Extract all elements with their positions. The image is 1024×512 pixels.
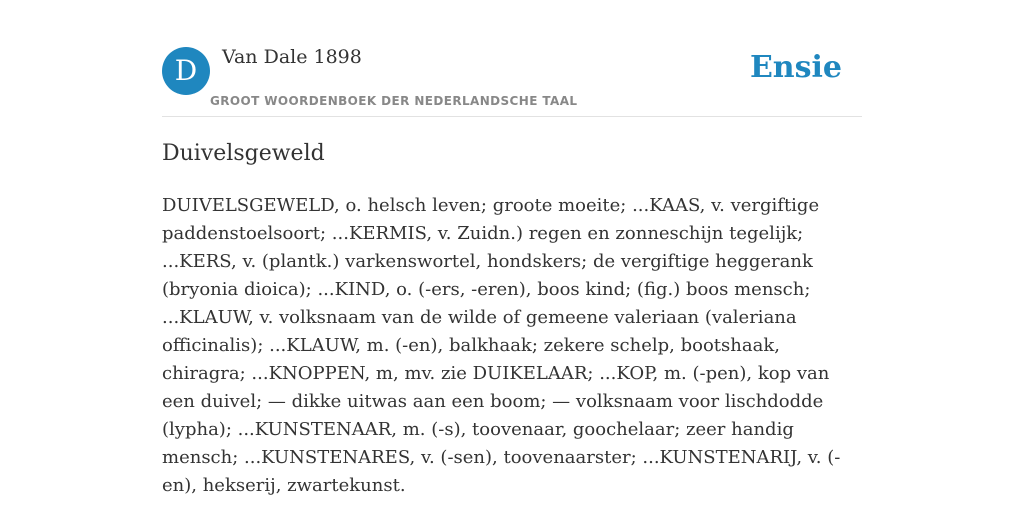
header (162, 0, 862, 117)
source-subtitle: GROOT WOORDENBOEK DER NEDERLANDSCHE TAAL (210, 94, 578, 108)
avatar[interactable]: D (162, 47, 210, 95)
definition-text: DUIVELSGEWELD, o. helsch leven; groote moeite; ...KAAS, v. vergiftige paddenstoelsoort; ...KERMIS, v. Zuidn.) regen en zonneschijn tegelijk; ...KERS, v. (plantk.) varkenswortel, hondskers; de vergiftige heggerank (bryonia dioica); ...KIND, o. (-ers, -eren), boos kind; (fig.) boos mensch; ...KLAUW, v. volksnaam van de wilde of gemeene valeriaan (valeriana officinalis); ...KLAUW, m. (-en), balkhaak; zekere schelp, bootshaak, chiragra; ...KNOPPEN, m, mv. zie DUIKELAAR; ...KOP, m. (-pen), kop van een duivel; — dikke uitwas aan een boom; — volksnaam voor lischdodde (lypha); ...KUNSTENAAR, m. (-s), toovenaar, goochelaar; zeer handig mensch; ...KUNSTENARES, v. (-sen), toovenaarster; ...KUNSTENARIJ, v. (-en), hekserij, zwartekunst. (162, 195, 841, 496)
source-title[interactable]: Van Dale 1898 (222, 46, 362, 68)
page-title: Duivelsgeweld (162, 141, 325, 166)
brand-logo[interactable]: Ensie (749, 50, 842, 85)
